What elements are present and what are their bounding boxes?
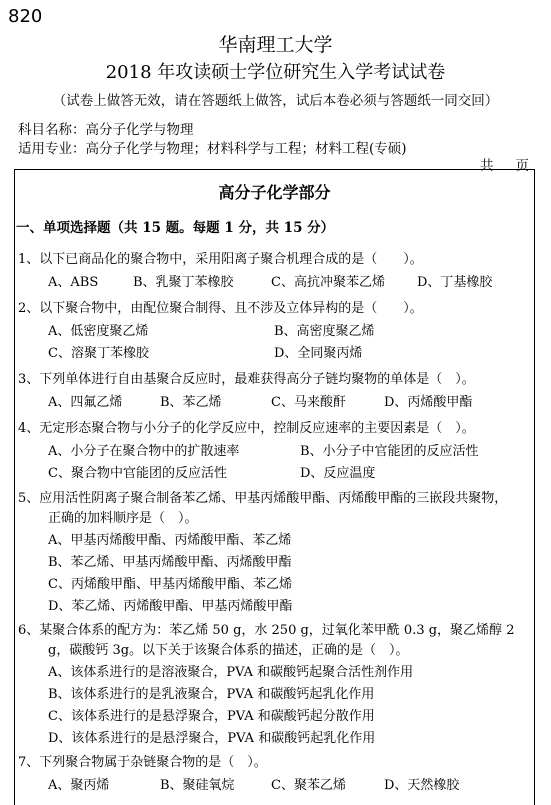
question-3-stem: 3、下列单体进行自由基聚合反应时，最难获得高分子链均聚物的单体是（ ）。 [18, 372, 475, 387]
page-marker: 共页 [480, 158, 551, 174]
question-7-option-c: C、聚苯乙烯 [271, 778, 346, 793]
question-2-option-a: A、低密度聚乙烯 [48, 324, 149, 339]
question-6-option-d: D、该体系进行的是悬浮聚合，PVA 和碳酸钙起乳化作用 [48, 731, 376, 746]
question-3-option-d: D、丙烯酸甲酯 [384, 395, 473, 410]
question-7-stem: 7、下列聚合物属于杂链聚合物的是（ ）。 [18, 755, 267, 770]
question-7-option-d: D、天然橡胶 [384, 778, 460, 793]
question-6-option-c: C、该体系进行的是悬浮聚合，PVA 和碳酸钙起分散作用 [48, 709, 375, 724]
question-5-option-c: C、丙烯酸甲酯、甲基丙烯酸甲酯、苯乙烯 [48, 577, 292, 592]
part-heading: 一、单项选择题（共 15 题。每题 1 分，共 15 分） [16, 220, 335, 236]
major-line: 适用专业：高分子化学与物理；材料科学与工程；材料工程(专硕) [18, 141, 407, 157]
question-6-stem: 6、某聚合体系的配方为：苯乙烯 50 g，水 250 g，过氧化苯甲酰 0.3 g，聚乙烯醇 2 [18, 623, 515, 638]
question-5-option-d: D、苯乙烯、丙烯酸甲酯、甲基丙烯酸甲酯 [48, 599, 293, 614]
question-4-option-a: A、小分子在聚合物中的扩散速率 [48, 444, 240, 459]
question-7-option-a: A、聚丙烯 [48, 778, 110, 793]
question-4-option-b: B、小分子中官能团的反应活性 [300, 444, 479, 459]
question-3-option-b: B、苯乙烯 [160, 395, 222, 410]
question-2-option-b: B、高密度聚乙烯 [274, 324, 375, 339]
question-6-stem-continued: g，碳酸钙 3g。以下关于该聚合体系的描述，正确的是（ ）。 [48, 643, 409, 658]
section-title: 高分子化学部分 [218, 183, 331, 202]
question-5-stem-continued: 正确的加料顺序是（ ）。 [48, 511, 198, 526]
question-4-option-d: D、反应温度 [300, 466, 376, 481]
question-6-option-b: B、该体系进行的是乳液聚合，PVA 和碳酸钙起乳化作用 [48, 687, 375, 702]
question-1-option-a: A、ABS [48, 275, 99, 290]
question-5-stem: 5、应用活性阴离子聚合制备苯乙烯、甲基丙烯酸甲酯、丙烯酸甲酯的三嵌段共聚物， [18, 491, 508, 506]
exam-notice: （试卷上做答无效，请在答题纸上做答，试后本卷必须与答题纸一同交回） [52, 93, 499, 109]
exam-title: 2018 年攻读硕士学位研究生入学考试试卷 [105, 62, 446, 83]
question-7-option-b: B、聚硅氧烷 [160, 778, 235, 793]
subject-line: 科目名称：高分子化学与物理 [18, 122, 194, 138]
question-1-option-b: B、乳聚丁苯橡胶 [133, 275, 234, 290]
question-3-option-a: A、四氟乙烯 [48, 395, 123, 410]
question-2-option-d: D、全同聚丙烯 [274, 346, 363, 361]
question-2-option-c: C、溶聚丁苯橡胶 [48, 346, 149, 361]
question-1-option-d: D、丁基橡胶 [417, 275, 493, 290]
university-name: 华南理工大学 [218, 34, 333, 56]
question-4-option-c: C、聚合物中官能团的反应活性 [48, 466, 227, 481]
question-5-option-a: A、甲基丙烯酸甲酯、丙烯酸甲酯、苯乙烯 [48, 533, 292, 548]
question-2-stem: 2、以下聚合物中，由配位聚合制得、且不涉及立体异构的是（ ）。 [18, 301, 423, 316]
question-6-option-a: A、该体系进行的是溶液聚合，PVA 和碳酸钙起聚合活性剂作用 [48, 665, 414, 680]
exam-code: 820 [8, 6, 43, 27]
question-4-stem: 4、无定形态聚合物与小分子的化学反应中，控制反应速率的主要因素是（ ）。 [18, 421, 475, 436]
question-1-option-c: C、高抗冲聚苯乙烯 [271, 275, 385, 290]
question-1-stem: 1、以下已商品化的聚合物中，采用阳离子聚合机理合成的是（ ）。 [18, 252, 423, 267]
question-3-option-c: C、马来酸酐 [271, 395, 346, 410]
question-5-option-b: B、苯乙烯、甲基丙烯酸甲酯、丙烯酸甲酯 [48, 555, 292, 570]
